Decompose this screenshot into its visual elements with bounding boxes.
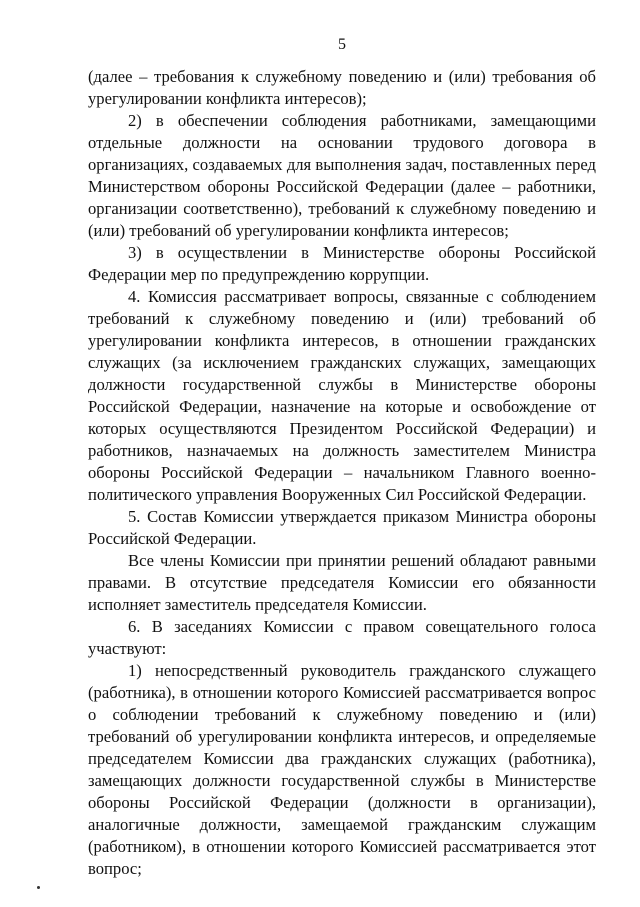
paragraph-equal-rights: Все члены Комиссии при принятии решений обладают равными правами. В отсутствие председателя Комиссии его обязанности исполняет заместитель председателя Комиссии. [88, 551, 596, 614]
paragraph-item-2: 2) в обеспечении соблюдения работниками, замещающими отдельные должности на основании трудового договора в организациях, создаваемых для выполнения задач, поставленных перед Министерством обороны Российской Федерации (далее – работники, организации соответственно), требований к служебному поведению и (или) требований об урегулировании конфликта интересов; [88, 111, 596, 240]
paragraph-clause-6-item-1: 1) непосредственный руководитель гражданского служащего (работника), в отношении которого Комиссией рассматривается вопрос о соблюдении требований к служебному поведению и (или) требований об урегулировании конфликта интересов, и определяемые председателем Комиссии два гражданских служащих (работника), замещающих должности государственной службы в Министерстве обороны Российской Федерации (должности в организации), аналогичные должности, замещаемой гражданским служащим (работником), в отношении которого Комиссией рассматривается этот вопрос; [88, 661, 596, 878]
scan-speck [37, 886, 40, 889]
paragraph-item-3: 3) в осуществлении в Министерстве обороны Российской Федерации мер по предупреждению коррупции. [88, 243, 596, 284]
paragraph-continuation: (далее – требования к служебному поведению и (или) требования об урегулировании конфликта интересов); [88, 67, 596, 108]
document-page [88, 34, 596, 880]
paragraph-clause-5: 5. Состав Комиссии утверждается приказом Министра обороны Российской Федерации. [88, 507, 596, 548]
page-number: 5 [338, 36, 346, 53]
paragraph-clause-4: 4. Комиссия рассматривает вопросы, связанные с соблюдением требований к служебному поведению и (или) требований об урегулировании конфликта интересов, в отношении гражданских служащих (за исключением гражданских служащих, замещающих должности государственной службы в Министерстве обороны Российской Федерации, назначение на которые и освобождение от которых осуществляются Президентом Российской Федерации) и работников, назначаемых на должность заместителем Министра обороны Российской Федерации – начальником Главного военно-политического управления Вооруженных Сил Российской Федерации. [88, 287, 596, 504]
paragraph-clause-6: 6. В заседаниях Комиссии с правом совещательного голоса участвуют: [88, 617, 596, 658]
